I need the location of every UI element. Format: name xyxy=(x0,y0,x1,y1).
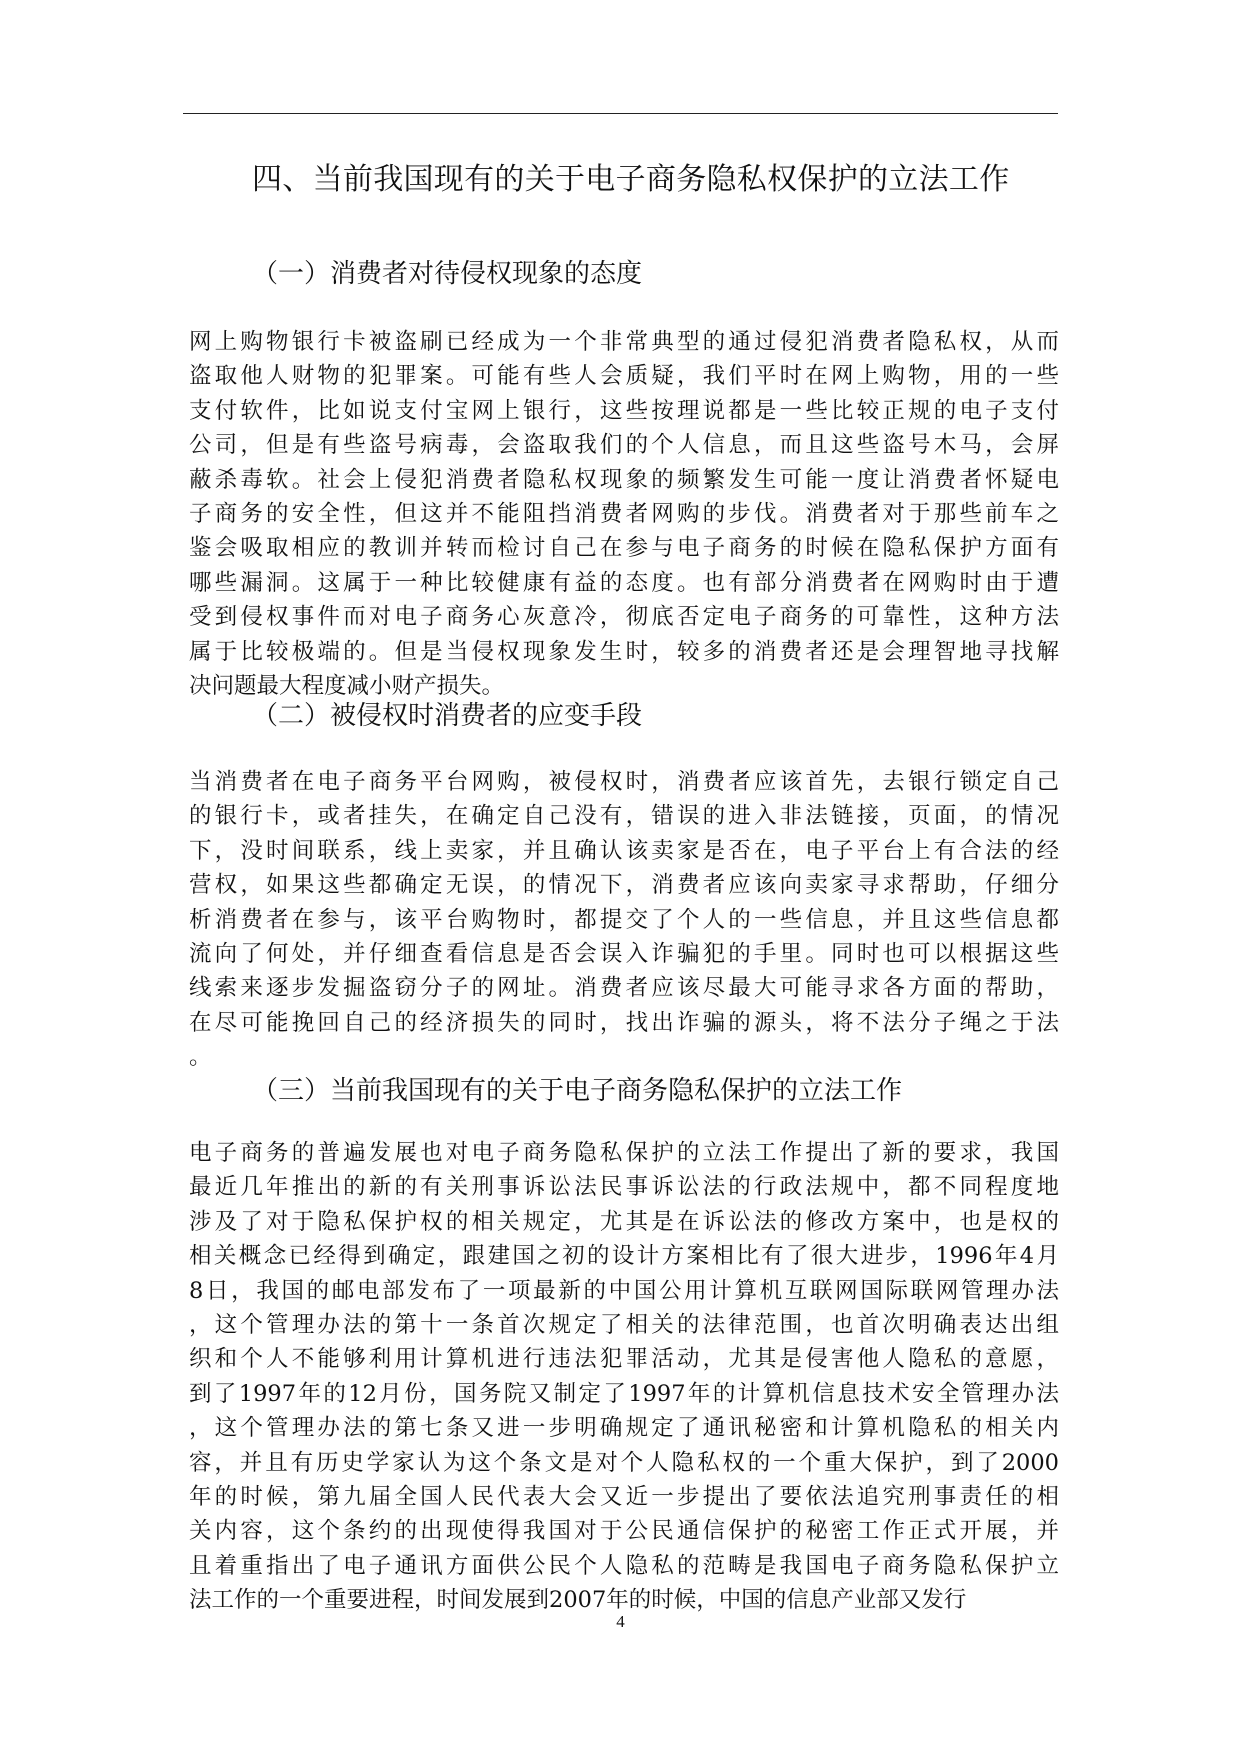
chapter-title: 四、当前我国现有的关于电子商务隐私权保护的立法工作 xyxy=(252,162,1010,197)
section-paragraph-3 xyxy=(189,1136,1059,1617)
section-heading-2: （二）被侵权时消费者的应变手段 xyxy=(252,701,643,731)
paragraph-line: 公司，但是有些盗号病毒，会盗取我们的个人信息，而且这些盗号木马，会屏 xyxy=(189,432,1059,459)
paragraph-line: 下，没时间联系，线上卖家，并且确认该卖家是否在，电子平台上有合法的经 xyxy=(189,837,1059,864)
paragraph-line: 关内容，这个条约的出现使得我国对于公民通信保护的秘密工作正式开展，并 xyxy=(189,1518,1059,1545)
paragraph-line: 年的时候，第九届全国人民代表大会又近一步提出了要依法追究刑事责任的相 xyxy=(189,1483,1059,1510)
paragraph-line: 子商务的安全性，但这并不能阻挡消费者网购的步伐。消费者对于那些前车之 xyxy=(189,500,1059,527)
paragraph-line: 鉴会吸取相应的教训并转而检讨自己在参与电子商务的时候在隐私保护方面有 xyxy=(189,535,1059,562)
paragraph-line: 属于比较极端的。但是当侵权现象发生时，较多的消费者还是会理智地寻找解 xyxy=(189,638,1059,665)
paragraph-line: 的银行卡，或者挂失，在确定自己没有，错误的进入非法链接，页面，的情况 xyxy=(189,803,1059,830)
paragraph-line: 容，并且有历史学家认为这个条文是对个人隐私权的一个重大保护，到了2000 xyxy=(189,1449,1059,1476)
paragraph-line: 营权，如果这些都确定无误，的情况下，消费者应该向卖家寻求帮助，仔细分 xyxy=(189,872,1059,899)
paragraph-line: 涉及了对于隐私保护权的相关规定，尤其是在诉讼法的修改方案中，也是权的 xyxy=(189,1208,1059,1235)
paragraph-line: 蔽杀毒软。社会上侵犯消费者隐私权现象的频繁发生可能一度让消费者怀疑电 xyxy=(189,466,1059,493)
paragraph-line: 受到侵权事件而对电子商务心灰意冷，彻底否定电子商务的可靠性，这种方法 xyxy=(189,604,1059,631)
paragraph-line: 网上购物银行卡被盗刷已经成为一个非常典型的通过侵犯消费者隐私权，从而 xyxy=(189,329,1059,355)
paragraph-line: 盗取他人财物的犯罪案。可能有些人会质疑，我们平时在网上购物，用的一些 xyxy=(189,363,1059,390)
paragraph-line: 法工作的一个重要进程，时间发展到2007年的时候，中国的信息产业部又发行 xyxy=(189,1587,967,1614)
paragraph-line: ，这个管理办法的第十一条首次规定了相关的法律范围，也首次明确表达出组 xyxy=(189,1311,1059,1338)
paragraph-line: 析消费者在参与，该平台购物时，都提交了个人的一些信息，并且这些信息都 xyxy=(189,906,1059,933)
paragraph-line: 。 xyxy=(189,1044,212,1071)
paragraph-line: 在尽可能挽回自己的经济损失的同时，找出诈骗的源头，将不法分子绳之于法 xyxy=(189,1009,1059,1036)
paragraph-line: 流向了何处，并仔细查看信息是否会误入诈骗犯的手里。同时也可以根据这些 xyxy=(189,940,1059,967)
paragraph-line: 8日，我国的邮电部发布了一项最新的中国公用计算机互联网国际联网管理办法 xyxy=(189,1277,1059,1304)
section-paragraph-2 xyxy=(189,765,1059,1075)
page-number: 4 xyxy=(616,1612,625,1631)
paragraph-line: ，这个管理办法的第七条又进一步明确规定了通讯秘密和计算机隐私的相关内 xyxy=(189,1415,1059,1442)
paragraph-line: 最近几年推出的新的有关刑事诉讼法民事诉讼法的行政法规中，都不同程度地 xyxy=(189,1174,1059,1201)
paragraph-line: 当消费者在电子商务平台网购，被侵权时，消费者应该首先，去银行锁定自己 xyxy=(189,769,1059,795)
paragraph-line: 线索来逐步发掘盗窃分子的网址。消费者应该尽最大可能寻求各方面的帮助， xyxy=(189,975,1059,1002)
paragraph-line: 电子商务的普遍发展也对电子商务隐私保护的立法工作提出了新的要求，我国 xyxy=(189,1140,1059,1166)
paragraph-line: 且着重指出了电子通讯方面供公民个人隐私的范畴是我国电子商务隐私保护立 xyxy=(189,1552,1059,1579)
paragraph-line: 到了1997年的12月份，国务院又制定了1997年的计算机信息技术安全管理办法 xyxy=(189,1380,1059,1407)
section-heading-1: （一）消费者对待侵权现象的态度 xyxy=(252,259,643,289)
paragraph-line: 决问题最大程度减小财产损失。 xyxy=(189,672,505,699)
paragraph-line: 相关概念已经得到确定，跟建国之初的设计方案相比有了很大进步，1996年4月 xyxy=(189,1243,1059,1270)
section-paragraph-1 xyxy=(189,325,1059,703)
section-heading-3: （三）当前我国现有的关于电子商务隐私保护的立法工作 xyxy=(252,1076,903,1106)
paragraph-line: 哪些漏洞。这属于一种比较健康有益的态度。也有部分消费者在网购时由于遭 xyxy=(189,569,1059,596)
paragraph-line: 支付软件，比如说支付宝网上银行，这些按理说都是一些比较正规的电子支付 xyxy=(189,397,1059,424)
header-rule xyxy=(183,113,1058,114)
paragraph-line: 织和个人不能够利用计算机进行违法犯罪活动，尤其是侵害他人隐私的意愿， xyxy=(189,1346,1059,1373)
